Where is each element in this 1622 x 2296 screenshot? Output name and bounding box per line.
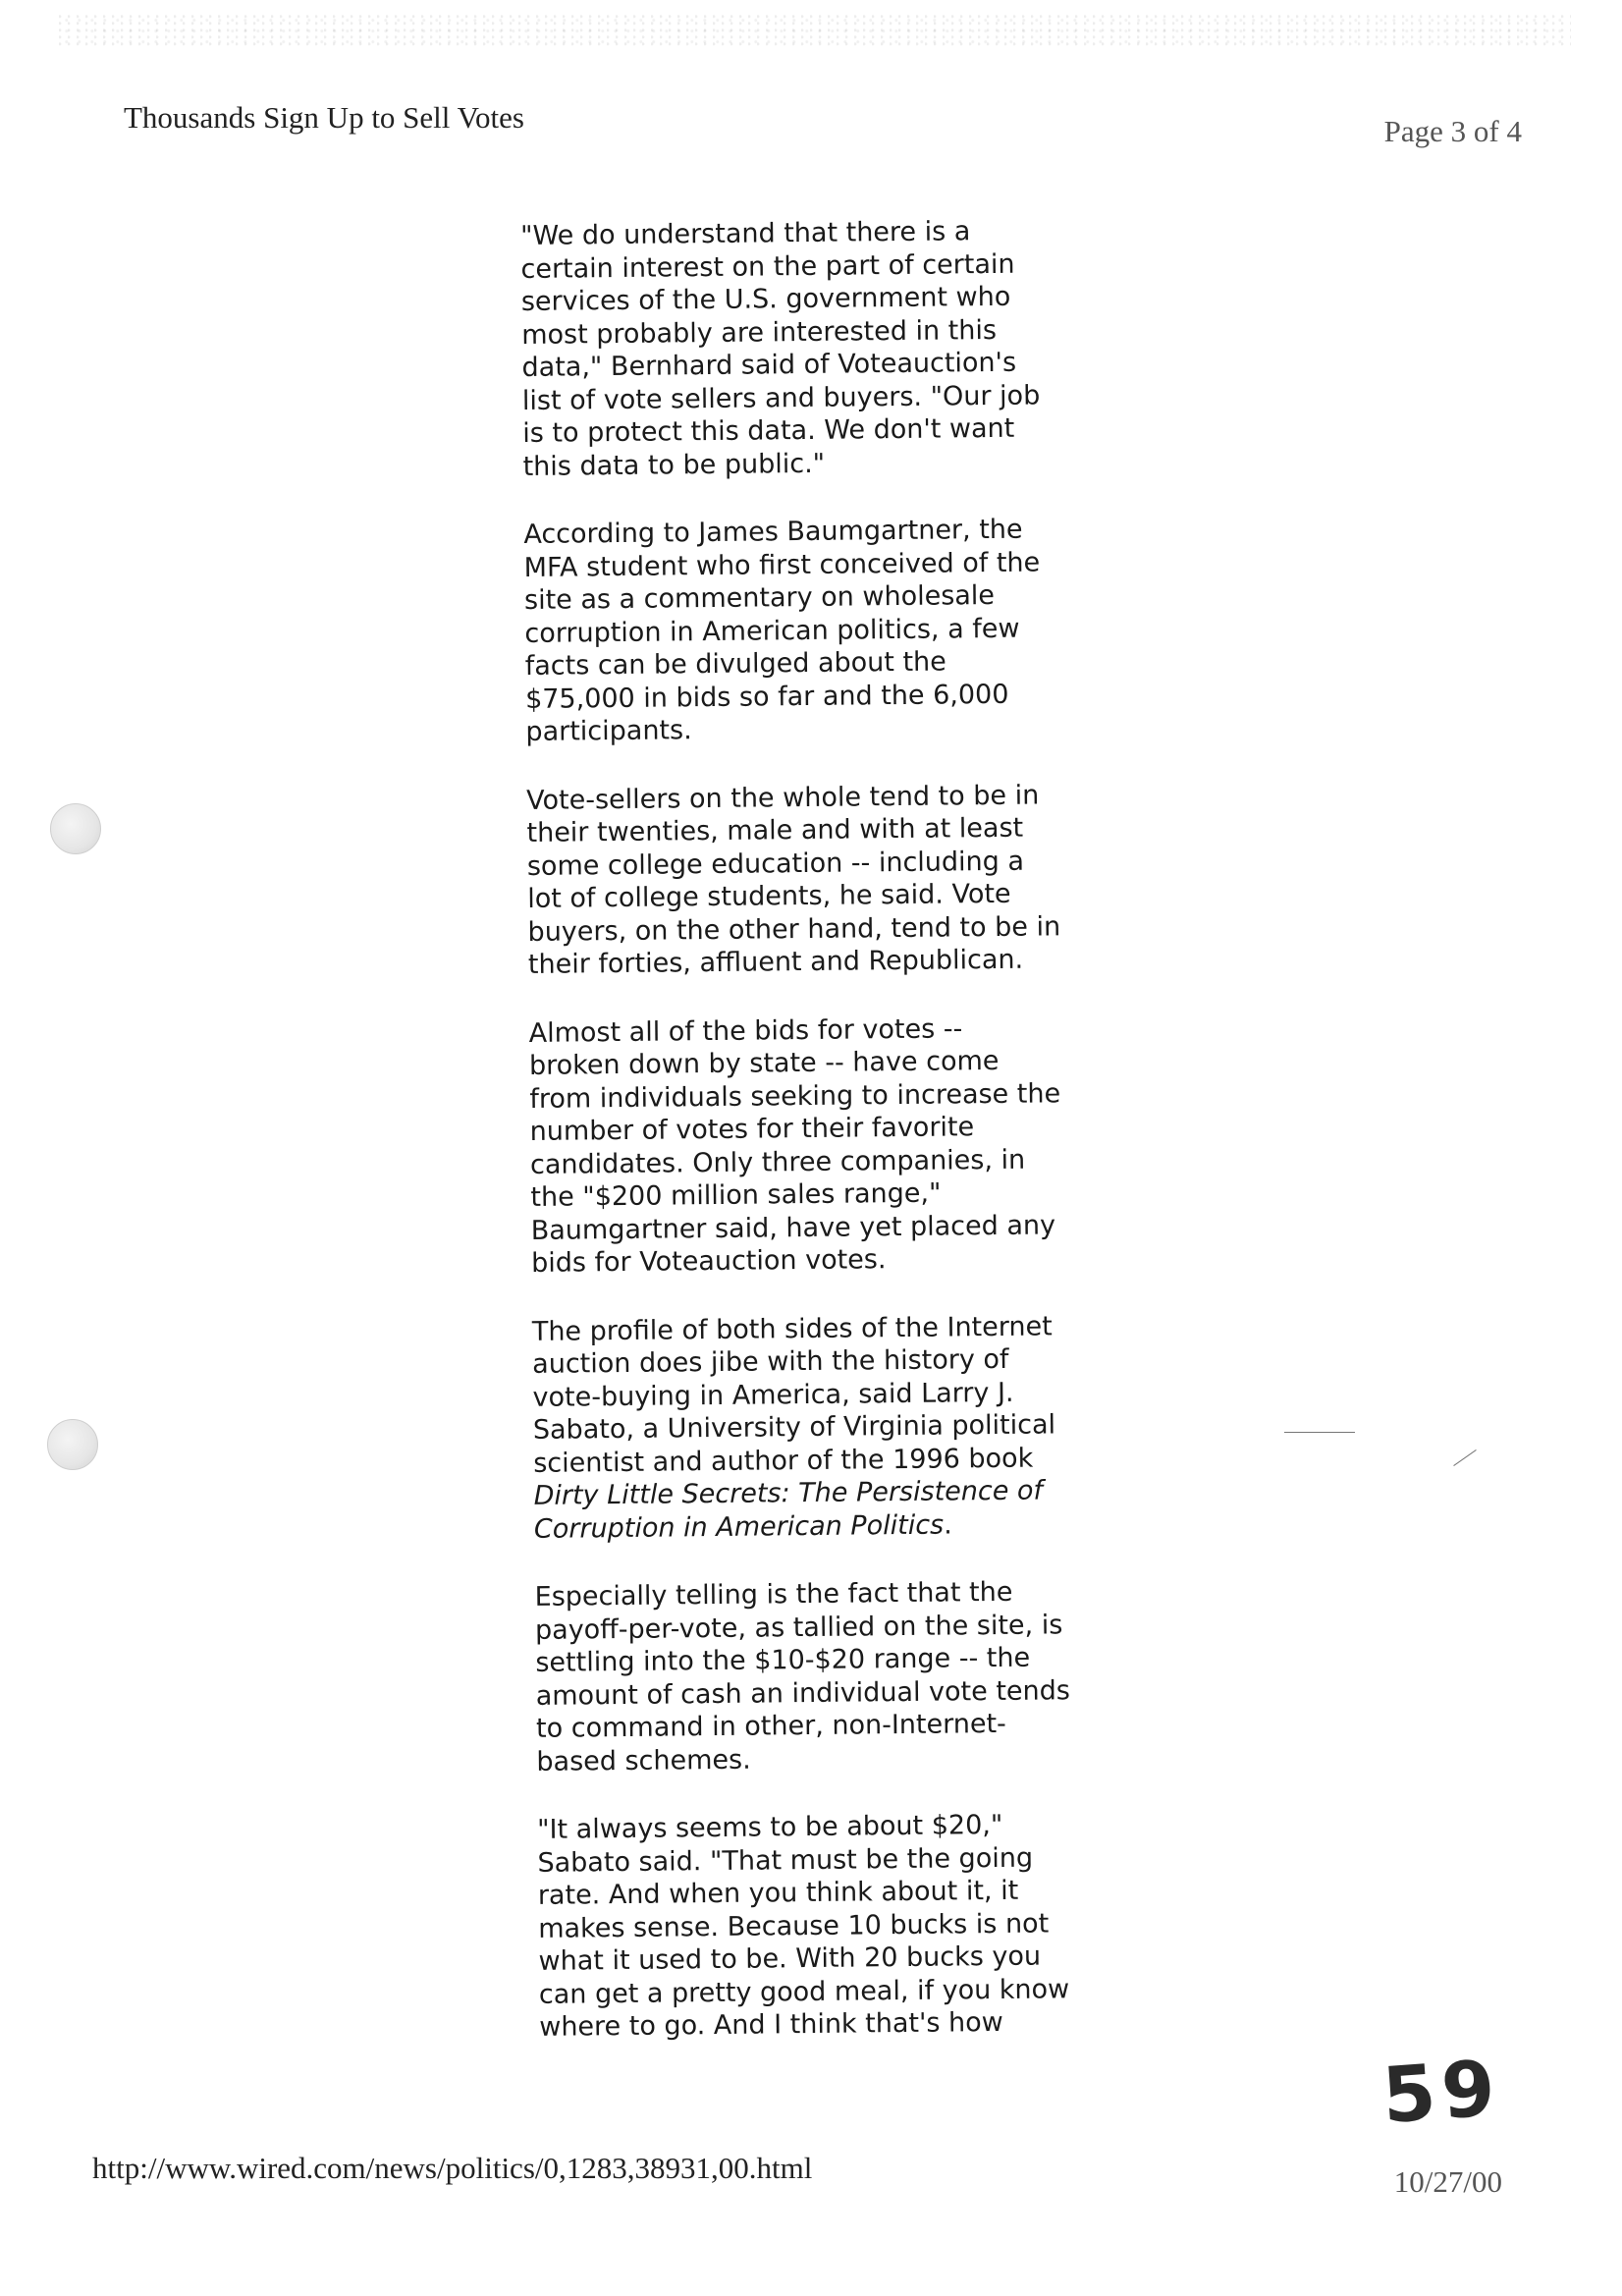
print-date: 10/27/00 <box>1393 2164 1502 2199</box>
paragraph-end: . <box>943 1508 952 1541</box>
article-paragraph: "We do understand that there is a certain interest on the part of certain services of the U.S. government who most probably are interested in this data," Bernhard said of Voteauction's list of vote sellers and buyers. "Our job is to protect this data. We don't want this data to be public." <box>520 216 1041 482</box>
article-paragraph: Vote-sellers on the whole tend to be in their twenties, male and with at least some college education -- including a lot of college students, he said. Vote buyers, on the other hand, tend to be in their forties, affluent and Republican. <box>526 780 1061 980</box>
handwritten-page-number: 59 <box>1379 2044 1504 2142</box>
scan-noise-strip <box>59 14 1571 49</box>
source-url: http://www.wired.com/news/politics/0,1283,38931,00.html <box>92 2151 813 2185</box>
article-paragraph: "It always seems to be about $20," Sabato said. "That must be the going rate. And when you think about it, it makes sense. Because 10 bucks is not what it used to be. With 20 bucks you can get a pretty good meal, if you know where to go. And I think that's how <box>537 1809 1070 2043</box>
article-paragraph <box>532 1309 1143 1546</box>
page-number: Page 3 of 4 <box>1383 114 1522 148</box>
article-paragraph: Almost all of the bids for votes -- broken down by state -- have come from individuals seeking to increase the number of votes for their favorite candidates. Only three companies, in the "$200 million sales range," Baumgartner said, have yet placed any bids for Voteauction votes. <box>528 1012 1061 1279</box>
article-paragraph: Especially telling is the fact that the payoff-per-vote, as tallied on the site, is settling into the $10-$20 range -- the amount of cash an individual vote tends to command in other, non-Internet- based schemes. <box>534 1576 1071 1777</box>
paragraph-text: The profile of both sides of the Internet auction does jibe with the history of vote-buying in America, said Larry J. Sabato, a University of Virginia political scientist and author of the 1996 book <box>531 1310 1056 1479</box>
stray-mark <box>1284 1432 1355 1433</box>
book-title: Dirty Little Secrets: The Persistence of Corruption in American Politics <box>533 1475 1044 1545</box>
document-title: Thousands Sign Up to Sell Votes <box>124 100 524 135</box>
stray-mark <box>1453 1449 1477 1466</box>
punch-hole <box>47 1419 98 1470</box>
punch-hole <box>50 803 101 854</box>
article-paragraph: According to James Baumgartner, the MFA student who first conceived of the site as a commentary on wholesale corruption in American politics, a few facts can be divulged about the $75,000 in bids so far and the 6,000 participants. <box>523 514 1041 747</box>
article-body <box>520 214 1149 2080</box>
